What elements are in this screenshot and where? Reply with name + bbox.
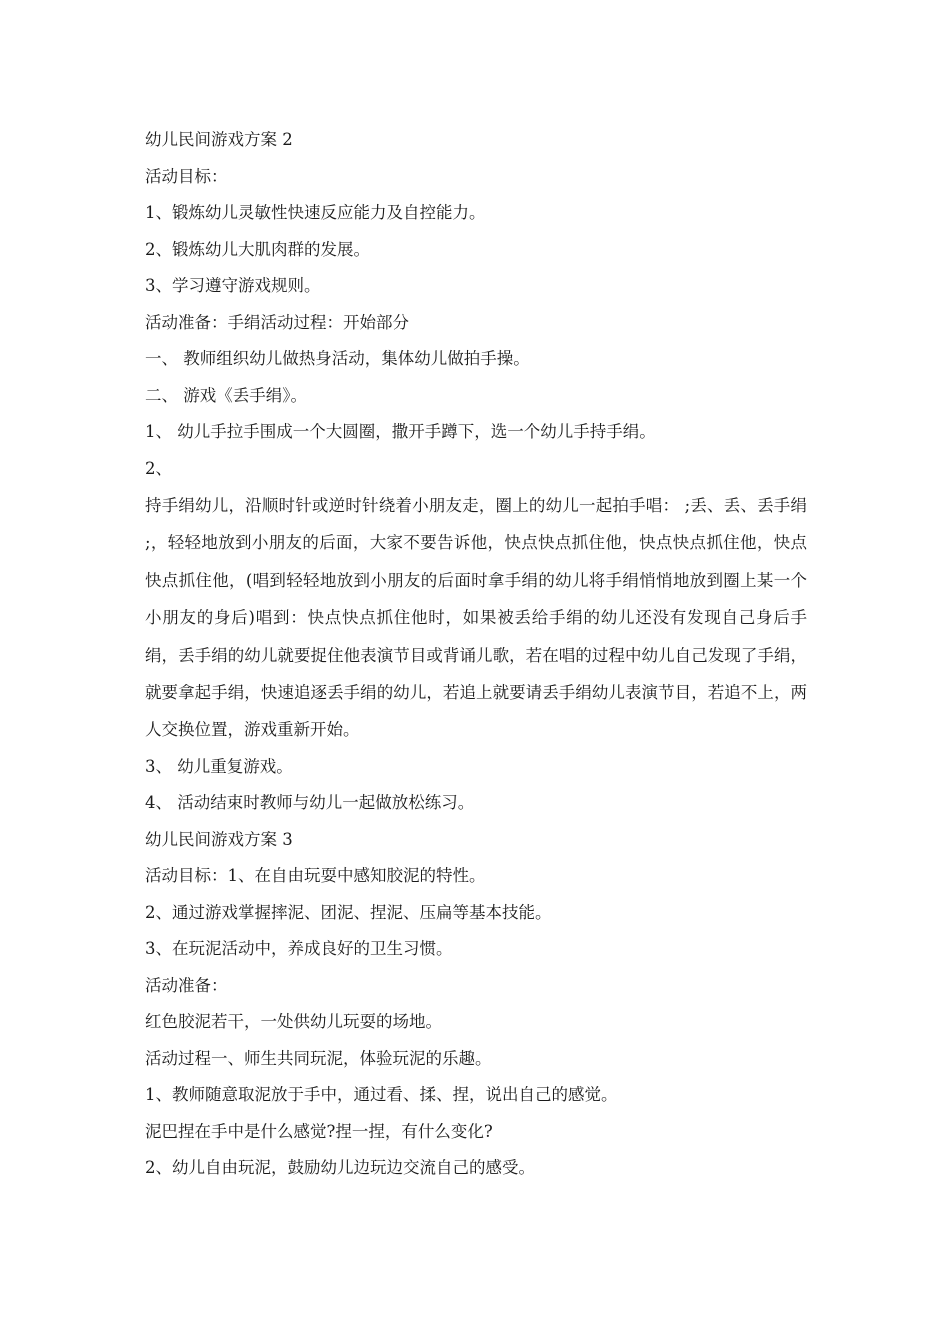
heading-objectives: 活动目标： bbox=[145, 166, 228, 186]
text-line: 活动过程一、师生共同玩泥，体验玩泥的乐趣。 bbox=[145, 1048, 492, 1068]
game-description-paragraph: 持手绢幼儿，沿顺时针或逆时针绕着小朋友走，圈上的幼儿一起拍手唱： ;丢、丢、丢手绢 ;，轻轻地放到小朋友的后面，大家不要告诉他，快点快点抓住他，快点快点抓住他，快点快点抓住他，(唱到轻轻地放到小朋友的后面时拿手绢的幼儿将手绢悄悄地放到圈上某一个小朋友的身后)唱到：快点快点抓住他时，如果被丢给手绢的幼儿还没有发现自己身后手绢，丢手绢的幼儿就要捉住他表演节目或背诵儿歌，若在唱的过程中幼儿自己发现了手绢，就要拿起手绢，快速追逐丢手绢的幼儿，若追上就要请丢手绢幼儿表演节目，若追不上，两人交换位置，游戏重新开始。 bbox=[145, 496, 807, 740]
text-line: 2、锻炼幼儿大肌肉群的发展。 bbox=[145, 239, 370, 259]
text-line: 2、幼儿自由玩泥，鼓励幼儿边玩边交流自己的感受。 bbox=[145, 1158, 535, 1178]
text-line: 活动目标：1、在自由玩耍中感知胶泥的特性。 bbox=[145, 866, 486, 886]
text-line: 泥巴捏在手中是什么感觉?捏一捏，有什么变化? bbox=[145, 1121, 493, 1141]
text-line: 红色胶泥若干，一处供幼儿玩耍的场地。 bbox=[145, 1012, 442, 1032]
text-line: 3、学习遵守游戏规则。 bbox=[145, 276, 321, 295]
section-title: 幼儿民间游戏方案 2 bbox=[145, 130, 293, 149]
text-line: 一、 教师组织幼儿做热身活动，集体幼儿做拍手操。 bbox=[145, 349, 530, 368]
text-line: 4、 活动结束时教师与幼儿一起做放松练习。 bbox=[145, 793, 475, 813]
text-line: 3、 幼儿重复游戏。 bbox=[145, 756, 293, 776]
text-line: 2、 bbox=[145, 458, 172, 478]
text-line: 3、在玩泥活动中，养成良好的卫生习惯。 bbox=[145, 939, 453, 959]
document-body bbox=[145, 122, 807, 1187]
text-line: 二、 游戏《丢手绢》。 bbox=[145, 385, 307, 405]
text-line: 1、锻炼幼儿灵敏性快速反应能力及自控能力。 bbox=[145, 203, 486, 222]
text-line: 1、 幼儿手拉手围成一个大圆圈，撒开手蹲下，选一个幼儿手持手绢。 bbox=[145, 422, 656, 441]
heading-preparation: 活动准备： bbox=[145, 975, 228, 995]
text-line: 2、通过游戏掌握摔泥、团泥、捏泥、压扁等基本技能。 bbox=[145, 902, 552, 922]
text-line: 活动准备：手绢活动过程：开始部分 bbox=[145, 312, 409, 332]
section-title: 幼儿民间游戏方案 3 bbox=[145, 829, 293, 849]
text-line: 1、教师随意取泥放于手中，通过看、揉、捏，说出自己的感觉。 bbox=[145, 1085, 618, 1105]
